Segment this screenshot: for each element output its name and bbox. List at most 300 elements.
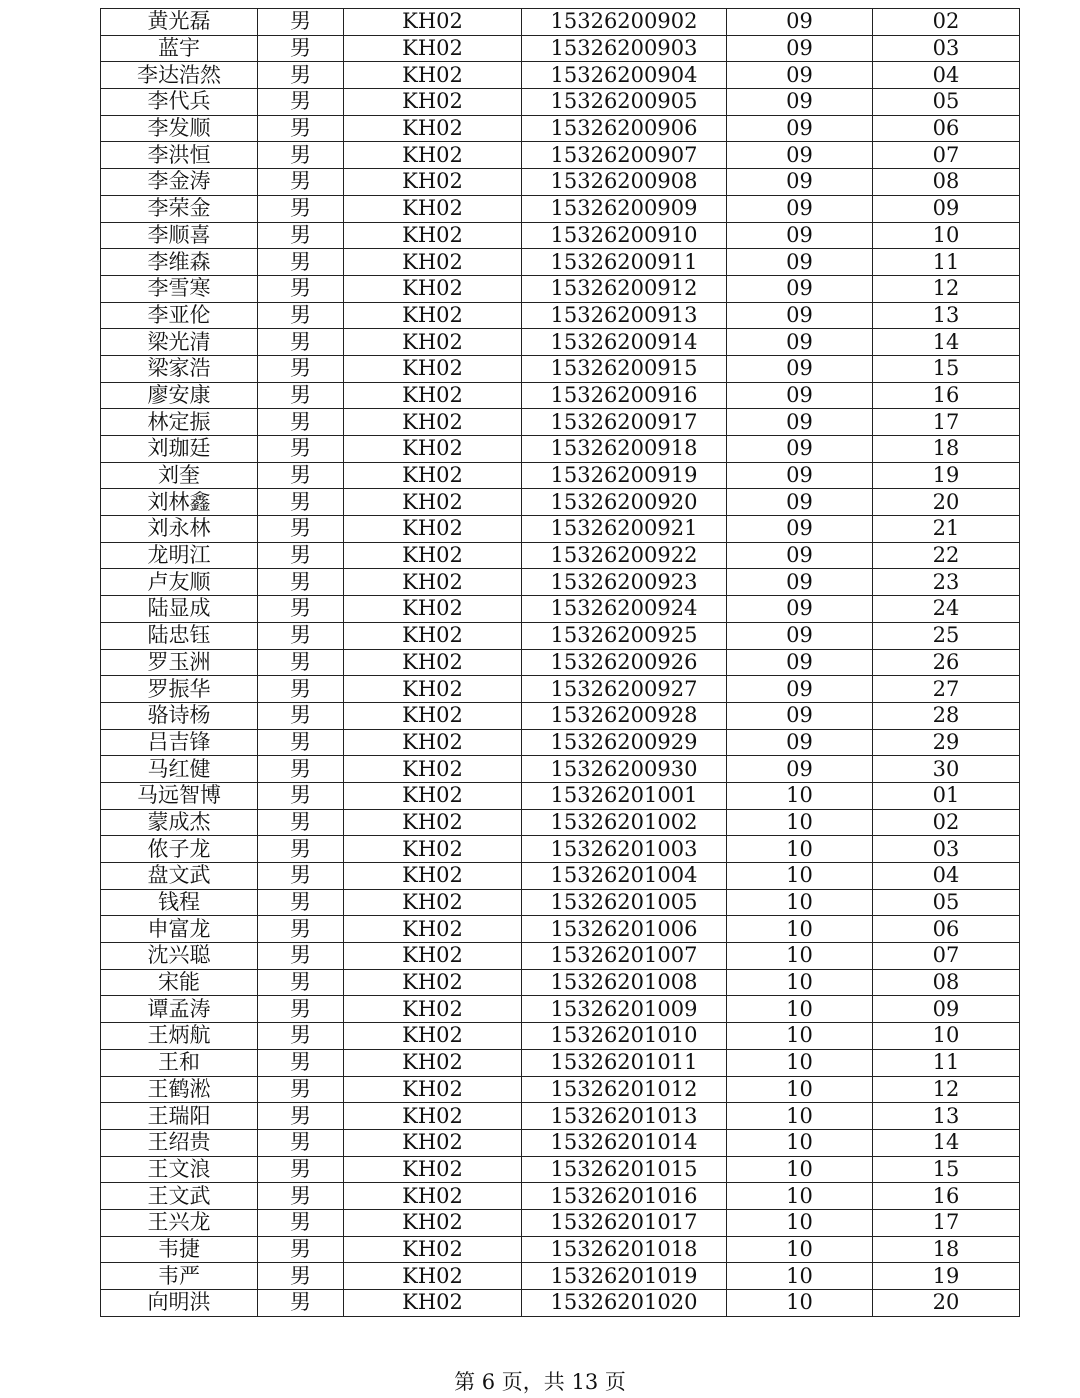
name-cell: 林定振 <box>101 409 258 436</box>
seat-cell: 07 <box>873 943 1020 970</box>
seat-cell: 24 <box>873 596 1020 623</box>
table-row <box>101 462 1020 489</box>
candidate-id-cell: 15326200921 <box>522 516 727 543</box>
room-cell: 10 <box>727 1183 873 1210</box>
exam-code-cell: KH02 <box>344 542 522 569</box>
seat-cell: 05 <box>873 889 1020 916</box>
seat-cell: 08 <box>873 969 1020 996</box>
gender-cell: 男 <box>258 809 344 836</box>
exam-code-cell: KH02 <box>344 1103 522 1130</box>
gender-cell: 男 <box>258 1236 344 1263</box>
exam-code-cell: KH02 <box>344 382 522 409</box>
candidate-id-cell: 15326200905 <box>522 89 727 116</box>
room-cell: 10 <box>727 1209 873 1236</box>
exam-code-cell: KH02 <box>344 996 522 1023</box>
exam-code-cell: KH02 <box>344 569 522 596</box>
exam-code-cell: KH02 <box>344 702 522 729</box>
room-cell: 10 <box>727 809 873 836</box>
gender-cell: 男 <box>258 622 344 649</box>
table-row <box>101 62 1020 89</box>
seat-cell: 30 <box>873 756 1020 783</box>
exam-code-cell: KH02 <box>344 1156 522 1183</box>
room-cell: 10 <box>727 1103 873 1130</box>
candidate-id-cell: 15326200914 <box>522 329 727 356</box>
seat-cell: 11 <box>873 1049 1020 1076</box>
candidate-id-cell: 15326200920 <box>522 489 727 516</box>
seat-cell: 20 <box>873 1290 1020 1317</box>
room-cell: 10 <box>727 889 873 916</box>
gender-cell: 男 <box>258 1290 344 1317</box>
room-cell: 09 <box>727 382 873 409</box>
name-cell: 罗玉洲 <box>101 649 258 676</box>
room-cell: 09 <box>727 329 873 356</box>
gender-cell: 男 <box>258 1263 344 1290</box>
room-cell: 09 <box>727 169 873 196</box>
seat-cell: 09 <box>873 996 1020 1023</box>
table-row <box>101 169 1020 196</box>
table-row <box>101 863 1020 890</box>
gender-cell: 男 <box>258 1049 344 1076</box>
room-cell: 10 <box>727 1156 873 1183</box>
table-row <box>101 275 1020 302</box>
seat-cell: 04 <box>873 62 1020 89</box>
room-cell: 09 <box>727 622 873 649</box>
candidate-id-cell: 15326201011 <box>522 1049 727 1076</box>
gender-cell: 男 <box>258 1129 344 1156</box>
seat-cell: 14 <box>873 329 1020 356</box>
gender-cell: 男 <box>258 489 344 516</box>
seat-cell: 02 <box>873 9 1020 36</box>
candidate-id-cell: 15326201010 <box>522 1023 727 1050</box>
table-row <box>101 622 1020 649</box>
name-cell: 王和 <box>101 1049 258 1076</box>
seat-cell: 15 <box>873 1156 1020 1183</box>
table-row <box>101 596 1020 623</box>
name-cell: 刘珈廷 <box>101 436 258 463</box>
candidate-id-cell: 15326201002 <box>522 809 727 836</box>
name-cell: 韦捷 <box>101 1236 258 1263</box>
exam-code-cell: KH02 <box>344 1209 522 1236</box>
gender-cell: 男 <box>258 836 344 863</box>
exam-code-cell: KH02 <box>344 756 522 783</box>
gender-cell: 男 <box>258 89 344 116</box>
name-cell: 王文武 <box>101 1183 258 1210</box>
candidate-id-cell: 15326201016 <box>522 1183 727 1210</box>
name-cell: 李金涛 <box>101 169 258 196</box>
gender-cell: 男 <box>258 756 344 783</box>
page-footer: 第 6 页，共 13 页 <box>454 1370 626 1394</box>
gender-cell: 男 <box>258 142 344 169</box>
candidate-id-cell: 15326200916 <box>522 382 727 409</box>
gender-cell: 男 <box>258 1183 344 1210</box>
name-cell: 李顺喜 <box>101 222 258 249</box>
name-cell: 刘林鑫 <box>101 489 258 516</box>
exam-code-cell: KH02 <box>344 676 522 703</box>
candidate-id-cell: 15326200924 <box>522 596 727 623</box>
gender-cell: 男 <box>258 115 344 142</box>
room-cell: 09 <box>727 516 873 543</box>
candidate-id-cell: 15326200911 <box>522 249 727 276</box>
seat-cell: 23 <box>873 569 1020 596</box>
exam-code-cell: KH02 <box>344 1023 522 1050</box>
name-cell: 盘文武 <box>101 863 258 890</box>
table-row <box>101 542 1020 569</box>
exam-code-cell: KH02 <box>344 596 522 623</box>
table-row <box>101 1209 1020 1236</box>
candidate-id-cell: 15326201008 <box>522 969 727 996</box>
room-cell: 10 <box>727 996 873 1023</box>
table-row <box>101 9 1020 36</box>
name-cell: 侬子龙 <box>101 836 258 863</box>
gender-cell: 男 <box>258 889 344 916</box>
candidate-id-cell: 15326201015 <box>522 1156 727 1183</box>
exam-code-cell: KH02 <box>344 409 522 436</box>
name-cell: 李达浩然 <box>101 62 258 89</box>
name-cell: 王鹤淞 <box>101 1076 258 1103</box>
table-row <box>101 89 1020 116</box>
gender-cell: 男 <box>258 382 344 409</box>
room-cell: 10 <box>727 863 873 890</box>
gender-cell: 男 <box>258 9 344 36</box>
name-cell: 王绍贵 <box>101 1129 258 1156</box>
table-row <box>101 996 1020 1023</box>
room-cell: 09 <box>727 222 873 249</box>
exam-code-cell: KH02 <box>344 1049 522 1076</box>
name-cell: 刘永林 <box>101 516 258 543</box>
gender-cell: 男 <box>258 355 344 382</box>
seat-cell: 05 <box>873 89 1020 116</box>
name-cell: 龙明江 <box>101 542 258 569</box>
room-cell: 09 <box>727 542 873 569</box>
gender-cell: 男 <box>258 596 344 623</box>
room-cell: 10 <box>727 1236 873 1263</box>
exam-code-cell: KH02 <box>344 222 522 249</box>
name-cell: 陆忠钰 <box>101 622 258 649</box>
exam-code-cell: KH02 <box>344 275 522 302</box>
seat-cell: 18 <box>873 1236 1020 1263</box>
candidate-id-cell: 15326201019 <box>522 1263 727 1290</box>
table-row <box>101 436 1020 463</box>
seat-cell: 13 <box>873 302 1020 329</box>
exam-code-cell: KH02 <box>344 943 522 970</box>
room-cell: 09 <box>727 302 873 329</box>
exam-code-cell: KH02 <box>344 62 522 89</box>
exam-code-cell: KH02 <box>344 115 522 142</box>
gender-cell: 男 <box>258 649 344 676</box>
table-row <box>101 222 1020 249</box>
table-row <box>101 1023 1020 1050</box>
candidate-id-cell: 15326200930 <box>522 756 727 783</box>
exam-code-cell: KH02 <box>344 1183 522 1210</box>
name-cell: 王文浪 <box>101 1156 258 1183</box>
table-row <box>101 676 1020 703</box>
name-cell: 梁光清 <box>101 329 258 356</box>
exam-code-cell: KH02 <box>344 1290 522 1317</box>
seat-cell: 10 <box>873 1023 1020 1050</box>
exam-code-cell: KH02 <box>344 9 522 36</box>
gender-cell: 男 <box>258 782 344 809</box>
roster-body <box>101 9 1020 1317</box>
exam-code-cell: KH02 <box>344 889 522 916</box>
room-cell: 10 <box>727 1049 873 1076</box>
candidate-id-cell: 15326200929 <box>522 729 727 756</box>
exam-code-cell: KH02 <box>344 195 522 222</box>
exam-code-cell: KH02 <box>344 462 522 489</box>
table-row <box>101 249 1020 276</box>
candidate-id-cell: 15326200915 <box>522 355 727 382</box>
table-row <box>101 489 1020 516</box>
table-row <box>101 115 1020 142</box>
name-cell: 沈兴聪 <box>101 943 258 970</box>
candidate-id-cell: 15326201005 <box>522 889 727 916</box>
gender-cell: 男 <box>258 195 344 222</box>
seat-cell: 20 <box>873 489 1020 516</box>
candidate-id-cell: 15326201003 <box>522 836 727 863</box>
table-row <box>101 302 1020 329</box>
room-cell: 09 <box>727 489 873 516</box>
exam-code-cell: KH02 <box>344 436 522 463</box>
name-cell: 王瑞阳 <box>101 1103 258 1130</box>
seat-cell: 03 <box>873 35 1020 62</box>
table-row <box>101 35 1020 62</box>
room-cell: 09 <box>727 756 873 783</box>
seat-cell: 12 <box>873 1076 1020 1103</box>
table-row <box>101 1076 1020 1103</box>
table-row <box>101 782 1020 809</box>
room-cell: 09 <box>727 596 873 623</box>
seat-cell: 25 <box>873 622 1020 649</box>
seat-cell: 22 <box>873 542 1020 569</box>
room-cell: 09 <box>727 436 873 463</box>
gender-cell: 男 <box>258 275 344 302</box>
exam-code-cell: KH02 <box>344 729 522 756</box>
name-cell: 李亚伦 <box>101 302 258 329</box>
name-cell: 王炳航 <box>101 1023 258 1050</box>
room-cell: 09 <box>727 142 873 169</box>
exam-code-cell: KH02 <box>344 969 522 996</box>
room-cell: 09 <box>727 62 873 89</box>
candidate-id-cell: 15326200919 <box>522 462 727 489</box>
candidate-id-cell: 15326201013 <box>522 1103 727 1130</box>
candidate-id-cell: 15326200927 <box>522 676 727 703</box>
candidate-id-cell: 15326200912 <box>522 275 727 302</box>
seat-cell: 13 <box>873 1103 1020 1130</box>
candidate-id-cell: 15326201001 <box>522 782 727 809</box>
room-cell: 09 <box>727 89 873 116</box>
table-row <box>101 329 1020 356</box>
seat-cell: 07 <box>873 142 1020 169</box>
name-cell: 马红健 <box>101 756 258 783</box>
seat-cell: 16 <box>873 382 1020 409</box>
name-cell: 宋能 <box>101 969 258 996</box>
gender-cell: 男 <box>258 702 344 729</box>
room-cell: 09 <box>727 35 873 62</box>
exam-code-cell: KH02 <box>344 35 522 62</box>
seat-cell: 27 <box>873 676 1020 703</box>
name-cell: 申富龙 <box>101 916 258 943</box>
room-cell: 10 <box>727 1076 873 1103</box>
gender-cell: 男 <box>258 943 344 970</box>
exam-code-cell: KH02 <box>344 89 522 116</box>
gender-cell: 男 <box>258 516 344 543</box>
room-cell: 09 <box>727 649 873 676</box>
name-cell: 钱程 <box>101 889 258 916</box>
table-row <box>101 702 1020 729</box>
name-cell: 李荣金 <box>101 195 258 222</box>
name-cell: 谭孟涛 <box>101 996 258 1023</box>
candidate-id-cell: 15326200910 <box>522 222 727 249</box>
table-row <box>101 195 1020 222</box>
exam-code-cell: KH02 <box>344 1129 522 1156</box>
room-cell: 10 <box>727 943 873 970</box>
table-row <box>101 969 1020 996</box>
candidate-id-cell: 15326200907 <box>522 142 727 169</box>
exam-code-cell: KH02 <box>344 916 522 943</box>
exam-code-cell: KH02 <box>344 622 522 649</box>
table-row <box>101 142 1020 169</box>
table-row <box>101 1290 1020 1317</box>
room-cell: 09 <box>727 355 873 382</box>
seat-cell: 17 <box>873 409 1020 436</box>
candidate-id-cell: 15326200908 <box>522 169 727 196</box>
gender-cell: 男 <box>258 863 344 890</box>
seat-cell: 09 <box>873 195 1020 222</box>
table-row <box>101 1183 1020 1210</box>
seat-cell: 01 <box>873 782 1020 809</box>
table-row <box>101 1129 1020 1156</box>
gender-cell: 男 <box>258 1076 344 1103</box>
name-cell: 李代兵 <box>101 89 258 116</box>
name-cell: 韦严 <box>101 1263 258 1290</box>
exam-code-cell: KH02 <box>344 649 522 676</box>
gender-cell: 男 <box>258 1156 344 1183</box>
exam-code-cell: KH02 <box>344 489 522 516</box>
room-cell: 09 <box>727 462 873 489</box>
room-cell: 09 <box>727 275 873 302</box>
exam-code-cell: KH02 <box>344 863 522 890</box>
candidate-id-cell: 15326200922 <box>522 542 727 569</box>
gender-cell: 男 <box>258 302 344 329</box>
seat-cell: 08 <box>873 169 1020 196</box>
gender-cell: 男 <box>258 1209 344 1236</box>
candidate-id-cell: 15326201007 <box>522 943 727 970</box>
room-cell: 09 <box>727 729 873 756</box>
seat-cell: 21 <box>873 516 1020 543</box>
seat-cell: 14 <box>873 1129 1020 1156</box>
exam-code-cell: KH02 <box>344 782 522 809</box>
name-cell: 廖安康 <box>101 382 258 409</box>
table-row <box>101 836 1020 863</box>
exam-code-cell: KH02 <box>344 1236 522 1263</box>
gender-cell: 男 <box>258 169 344 196</box>
candidate-id-cell: 15326201017 <box>522 1209 727 1236</box>
candidate-id-cell: 15326201006 <box>522 916 727 943</box>
room-cell: 10 <box>727 782 873 809</box>
name-cell: 王兴龙 <box>101 1209 258 1236</box>
gender-cell: 男 <box>258 542 344 569</box>
gender-cell: 男 <box>258 676 344 703</box>
seat-cell: 10 <box>873 222 1020 249</box>
seat-cell: 02 <box>873 809 1020 836</box>
name-cell: 李维森 <box>101 249 258 276</box>
table-row <box>101 809 1020 836</box>
table-row <box>101 756 1020 783</box>
seat-cell: 06 <box>873 916 1020 943</box>
name-cell: 罗振华 <box>101 676 258 703</box>
room-cell: 09 <box>727 676 873 703</box>
table-row <box>101 649 1020 676</box>
gender-cell: 男 <box>258 436 344 463</box>
candidate-id-cell: 15326201020 <box>522 1290 727 1317</box>
room-cell: 10 <box>727 1290 873 1317</box>
exam-code-cell: KH02 <box>344 302 522 329</box>
table-row <box>101 1049 1020 1076</box>
seat-cell: 11 <box>873 249 1020 276</box>
candidate-id-cell: 15326200909 <box>522 195 727 222</box>
table-row <box>101 1156 1020 1183</box>
candidate-id-cell: 15326200913 <box>522 302 727 329</box>
name-cell: 卢友顺 <box>101 569 258 596</box>
seat-cell: 04 <box>873 863 1020 890</box>
room-cell: 10 <box>727 836 873 863</box>
gender-cell: 男 <box>258 996 344 1023</box>
name-cell: 蓝宇 <box>101 35 258 62</box>
room-cell: 10 <box>727 1263 873 1290</box>
candidate-id-cell: 15326200925 <box>522 622 727 649</box>
exam-code-cell: KH02 <box>344 1263 522 1290</box>
exam-code-cell: KH02 <box>344 329 522 356</box>
room-cell: 09 <box>727 195 873 222</box>
name-cell: 陆显成 <box>101 596 258 623</box>
exam-code-cell: KH02 <box>344 809 522 836</box>
table-row <box>101 382 1020 409</box>
table-row <box>101 569 1020 596</box>
name-cell: 李洪恒 <box>101 142 258 169</box>
exam-code-cell: KH02 <box>344 516 522 543</box>
seat-cell: 06 <box>873 115 1020 142</box>
room-cell: 10 <box>727 1129 873 1156</box>
room-cell: 09 <box>727 569 873 596</box>
seat-cell: 15 <box>873 355 1020 382</box>
room-cell: 10 <box>727 1023 873 1050</box>
name-cell: 蒙成杰 <box>101 809 258 836</box>
seat-cell: 26 <box>873 649 1020 676</box>
exam-code-cell: KH02 <box>344 1076 522 1103</box>
name-cell: 黄光磊 <box>101 9 258 36</box>
exam-code-cell: KH02 <box>344 142 522 169</box>
gender-cell: 男 <box>258 569 344 596</box>
gender-cell: 男 <box>258 462 344 489</box>
exam-code-cell: KH02 <box>344 249 522 276</box>
seat-cell: 28 <box>873 702 1020 729</box>
candidate-id-cell: 15326200923 <box>522 569 727 596</box>
name-cell: 梁家浩 <box>101 355 258 382</box>
seat-cell: 03 <box>873 836 1020 863</box>
gender-cell: 男 <box>258 35 344 62</box>
table-row <box>101 729 1020 756</box>
table-row <box>101 889 1020 916</box>
candidate-id-cell: 15326201004 <box>522 863 727 890</box>
table-row <box>101 916 1020 943</box>
name-cell: 李发顺 <box>101 115 258 142</box>
candidate-id-cell: 15326200928 <box>522 702 727 729</box>
exam-code-cell: KH02 <box>344 836 522 863</box>
candidate-id-cell: 15326201009 <box>522 996 727 1023</box>
seat-cell: 18 <box>873 436 1020 463</box>
candidate-id-cell: 15326200917 <box>522 409 727 436</box>
name-cell: 李雪寒 <box>101 275 258 302</box>
table-row <box>101 355 1020 382</box>
